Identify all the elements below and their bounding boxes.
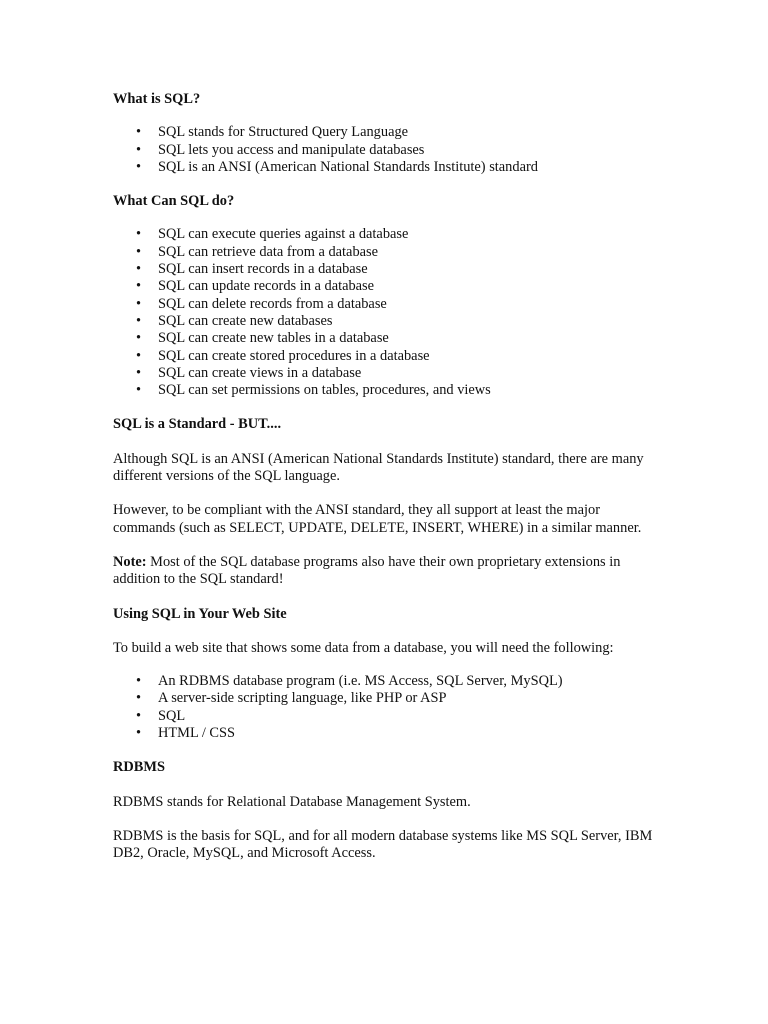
bullet-icon: • [136, 295, 142, 312]
list-item: • HTML / CSS [136, 725, 236, 742]
list-item: • SQL can update records in a database [136, 278, 375, 295]
list-item: • SQL can delete records from a database [136, 295, 387, 312]
list-item: • SQL can create new databases [136, 312, 333, 329]
bullet-icon: • [136, 364, 142, 381]
document-page [113, 91, 658, 863]
heading-rdbms: RDBMS [113, 759, 165, 776]
bullet-icon: • [136, 690, 142, 707]
bullet-icon: • [136, 707, 142, 724]
list-item: • SQL is an ANSI (American National Standards Institute) standard [136, 158, 538, 175]
bullet-icon: • [136, 261, 142, 278]
list-item: • An RDBMS database program (i.e. MS Access, SQL Server, MySQL) [136, 673, 563, 690]
paragraph-rdbms-basis: RDBMS is the basis for SQL, and for all modern database systems like MS SQL Server, IBM DB2, Oracle, MySQL, and Microsoft Access. [113, 827, 653, 862]
paragraph-web-intro: To build a web site that shows some data from a database, you will need the following: [113, 639, 614, 656]
bullet-icon: • [136, 382, 142, 399]
paragraph-rdbms-definition: RDBMS stands for Relational Database Management System. [113, 793, 471, 810]
note-text: Most of the SQL database programs also have their own proprietary extensions in addition to the SQL standard! [113, 553, 621, 588]
bullet-icon: • [136, 347, 142, 364]
paragraph-ansi-versions: Although SQL is an ANSI (American National Standards Institute) standard, there are many different versions of the SQL language. [113, 450, 644, 485]
heading-what-is-sql: What is SQL? [113, 91, 201, 107]
list-item: • SQL can create stored procedures in a database [136, 347, 430, 364]
list-what-is-sql [113, 124, 658, 176]
heading-using-sql-web: Using SQL in Your Web Site [113, 605, 287, 622]
heading-sql-standard: SQL is a Standard - BUT.... [113, 416, 282, 433]
list-item: • SQL can insert records in a database [136, 261, 368, 278]
list-item: • A server-side scripting language, like PHP or ASP [136, 690, 447, 707]
bullet-icon: • [136, 278, 142, 295]
list-item: • SQL can create views in a database [136, 364, 362, 381]
bullet-icon: • [136, 158, 142, 175]
bullet-icon: • [136, 725, 142, 742]
bullet-icon: • [136, 673, 142, 690]
list-item: • SQL stands for Structured Query Language [136, 124, 409, 141]
list-item: • SQL can execute queries against a database [136, 226, 409, 243]
bullet-icon: • [136, 141, 142, 158]
bullet-icon: • [136, 124, 142, 141]
list-item: • SQL [136, 707, 186, 724]
heading-what-can-sql-do: What Can SQL do? [113, 193, 235, 210]
list-web-requirements [113, 673, 658, 742]
bullet-icon: • [136, 312, 142, 329]
list-what-can-sql-do [113, 226, 658, 399]
list-item: • SQL can set permissions on tables, procedures, and views [136, 382, 491, 399]
bullet-icon: • [136, 226, 142, 243]
list-item: • SQL lets you access and manipulate databases [136, 141, 425, 158]
bullet-icon: • [136, 330, 142, 347]
bullet-icon: • [136, 243, 142, 260]
paragraph-note [113, 554, 658, 589]
note-label: Note: [113, 553, 147, 570]
list-item: • SQL can retrieve data from a database [136, 243, 379, 260]
list-item: • SQL can create new tables in a database [136, 330, 389, 347]
paragraph-ansi-compliance: However, to be compliant with the ANSI standard, they all support at least the major commands (such as SELECT, UPDATE, DELETE, INSERT, WHERE) in a similar manner. [113, 502, 642, 536]
